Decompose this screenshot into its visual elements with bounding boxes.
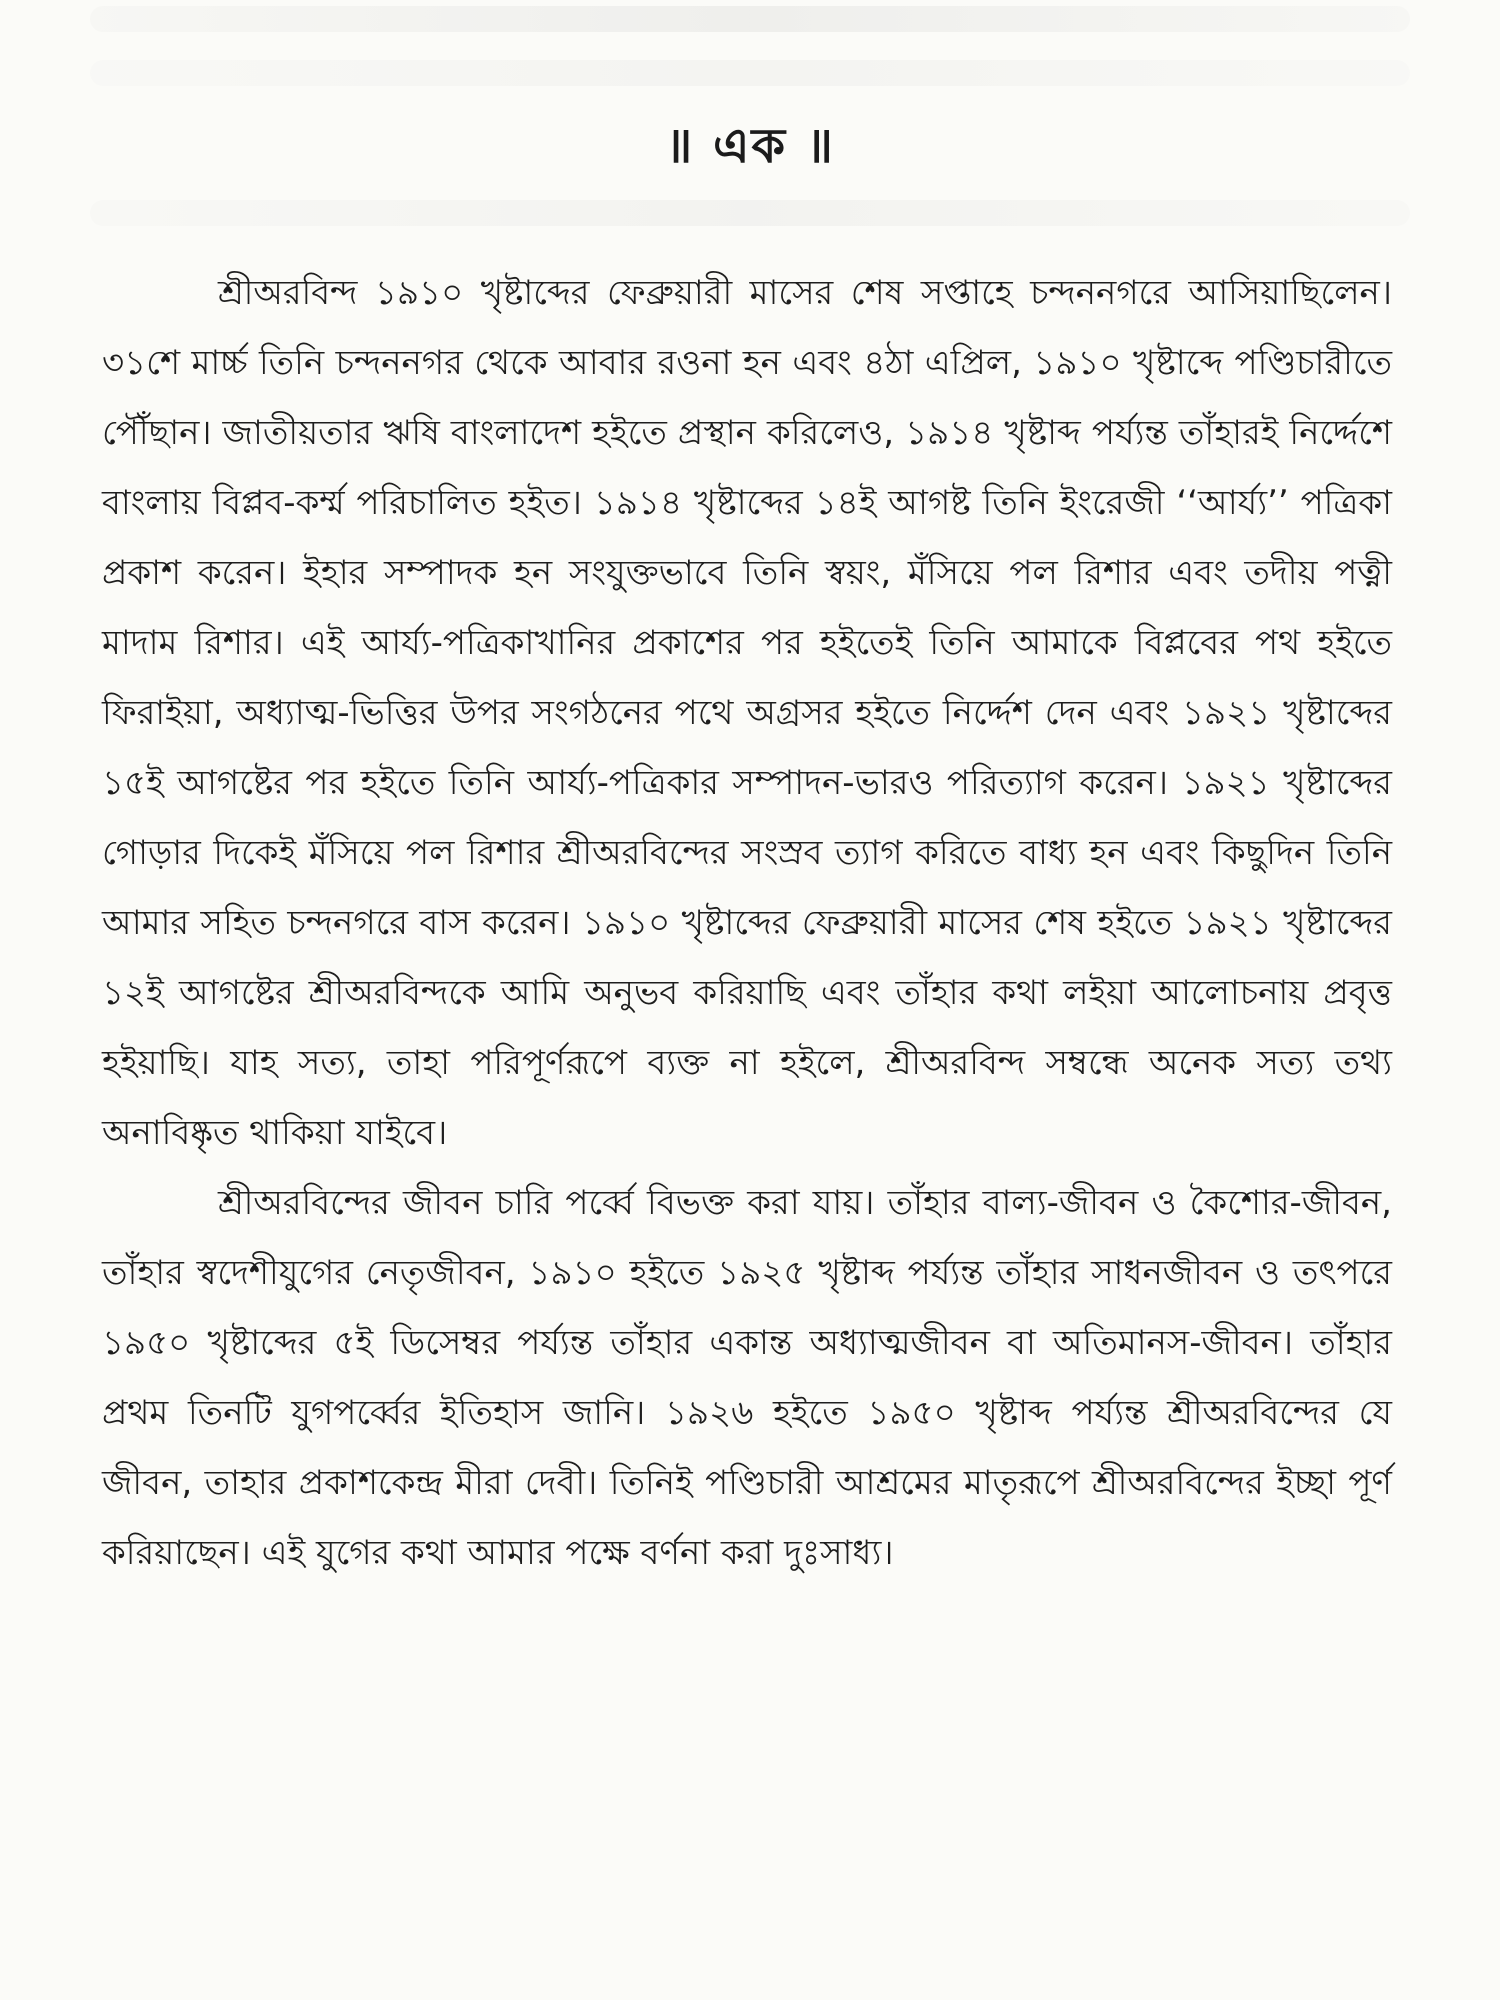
- bleed-through-text: [90, 60, 1410, 86]
- paragraph: শ্রীঅরবিন্দের জীবন চারি পর্ব্বে বিভক্ত করা যায়। তাঁহার বাল্য-জীবন ও কৈশোর-জীবন, তাঁহার স্বদেশীযুগের নেতৃজীবন, ১৯১০ হইতে ১৯২৫ খৃষ্টাব্দ পর্য্যন্ত তাঁহার সাধনজীবন ও তৎপরে ১৯৫০ খৃষ্টাব্দের ৫ই ডিসেম্বর পর্য্যন্ত তাঁহার একান্ত অধ্যাত্মজীবন বা অতিমানস-জীবন। তাঁহার প্রথম তিনটি যুগপর্ব্বের ইতিহাস জানি। ১৯২৬ হইতে ১৯৫০ খৃষ্টাব্দ পর্য্যন্ত শ্রীঅরবিন্দের যে জীবন, তাহার প্রকাশকেন্দ্র মীরা দেবী। তিনিই পণ্ডিচারী আশ্রমের মাতৃরূপে শ্রীঅরবিন্দের ইচ্ছা পূর্ণ করিয়াছেন। এই যুগের কথা আমার পক্ষে বর্ণনা করা দুঃসাধ্য।: [102, 1183, 1392, 1573]
- bleed-through-text: [90, 6, 1410, 32]
- chapter-heading: ॥ এক ॥: [665, 118, 835, 174]
- bleed-through-text: [90, 200, 1410, 226]
- body-text: [102, 258, 1392, 1588]
- paragraph: শ্রীঅরবিন্দ ১৯১০ খৃষ্টাব্দের ফেব্রুয়ারী মাসের শেষ সপ্তাহে চন্দননগরে আসিয়াছিলেন। ৩১শে মার্চ্চ তিনি চন্দননগর থেকে আবার রওনা হন এবং ৪ঠা এপ্রিল, ১৯১০ খৃষ্টাব্দে পণ্ডিচারীতে পৌঁছান। জাতীয়তার ঋষি বাংলাদেশ হইতে প্রস্থান করিলেও, ১৯১৪ খৃষ্টাব্দ পর্য্যন্ত তাঁহারই নির্দ্দেশে বাংলায় বিপ্লব-কর্ম্ম পরিচালিত হইত। ১৯১৪ খৃষ্টাব্দের ১৪ই আগষ্ট তিনি ইংরেজী ‘‘আর্য্য’’ পত্রিকা প্রকাশ করেন। ইহার সম্পাদক হন সংযুক্তভাবে তিনি স্বয়ং, মঁসিয়ে পল রিশার এবং তদীয় পত্নী মাদাম রিশার। এই আর্য্য-পত্রিকাখানির প্রকাশের পর হইতেই তিনি আমাকে বিপ্লবের পথ হইতে ফিরাইয়া, অধ্যাত্ম-ভিত্তির উপর সংগঠনের পথে অগ্রসর হইতে নির্দ্দেশ দেন এবং ১৯২১ খৃষ্টাব্দের ১৫ই আগষ্টের পর হইতে তিনি আর্য্য-পত্রিকার সম্পাদন-ভারও পরিত্যাগ করেন। ১৯২১ খৃষ্টাব্দের গোড়ার দিকেই মঁসিয়ে পল রিশার শ্রীঅরবিন্দের সংস্রব ত্যাগ করিতে বাধ্য হন এবং কিছুদিন তিনি আমার সহিত চন্দনগরে বাস করেন। ১৯১০ খৃষ্টাব্দের ফেব্রুয়ারী মাসের শেষ হইতে ১৯২১ খৃষ্টাব্দের ১২ই আগষ্টের শ্রীঅরবিন্দকে আমি অনুভব করিয়াছি এবং তাঁহার কথা লইয়া আলোচনায় প্রবৃত্ত হইয়াছি। যাহ সত্য, তাহা পরিপূর্ণরূপে ব্যক্ত না হইলে, শ্রীঅরবিন্দ সম্বন্ধে অনেক সত্য তথ্য অনাবিষ্কৃত থাকিয়া যাইবে।: [102, 273, 1392, 1153]
